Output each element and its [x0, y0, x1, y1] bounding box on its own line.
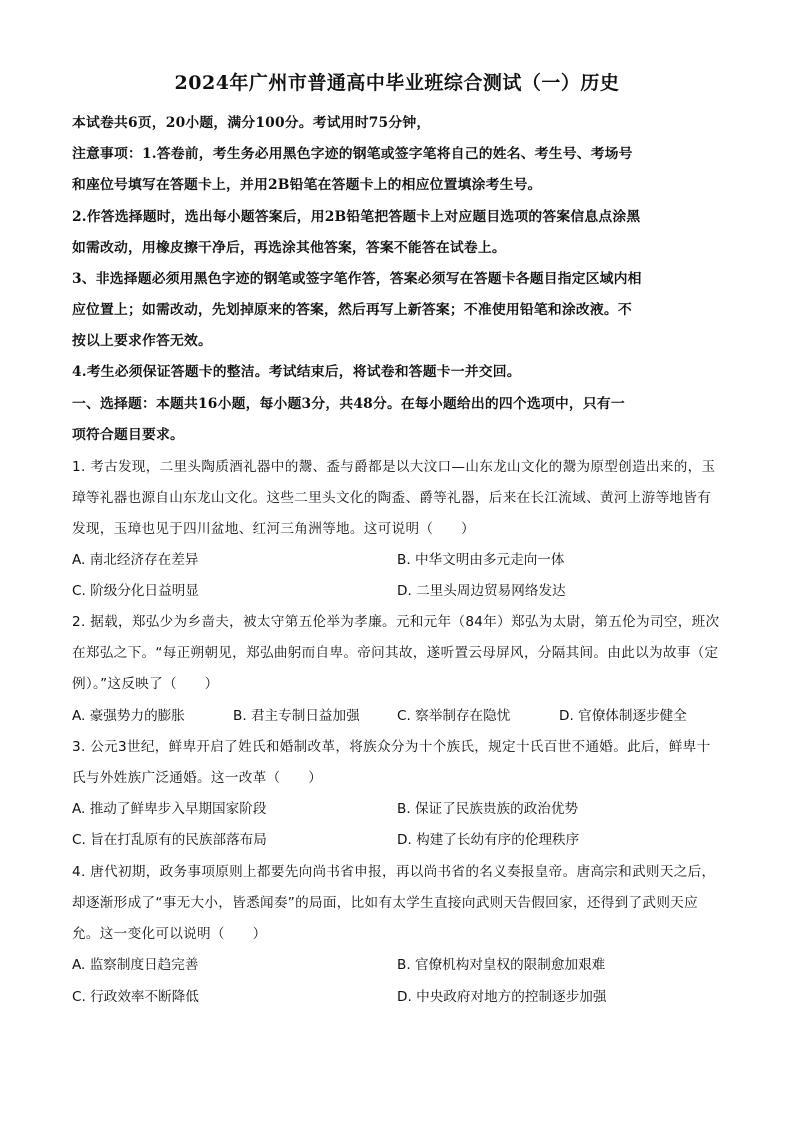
- question-4-text: 却逐渐形成了“事无大小，皆悉闻奏”的局面，比如有太学生直接向武则天告假回家，还得到了武则天应: [72, 895, 699, 911]
- option-c: C. 行政效率不断降低: [72, 989, 199, 1005]
- option-a: A. 南北经济存在差异: [72, 552, 199, 568]
- option-c: C. 旨在打乱原有的民族部落布局: [72, 832, 267, 848]
- question-3-text: 3. 公元3世纪，鲜卑开启了姓氏和婚制改革，将族众分为十个族氏，规定十氏百世不通婚。此后，鲜卑十: [72, 739, 711, 755]
- option-c: C. 察举制存在隐忧: [397, 708, 511, 724]
- option-d: D. 中央政府对地方的控制逐步加强: [397, 989, 607, 1005]
- question-4-text: 4. 唐代初期，政务事项原则上都要先向尚书省申报，再以尚书省的名义奏报皇帝。唐高宗和武则天之后，: [72, 864, 716, 880]
- notice-line: 4.考生必须保证答题卡的整洁。考试结束后，将试卷和答题卡一并交回。: [72, 364, 521, 380]
- exam-intro: 本试卷共6页，20小题，满分100分。考试用时75分钟，: [72, 115, 431, 131]
- question-4-text: 允。这一变化可以说明（ ）: [72, 926, 267, 942]
- question-3-text: 氏与外姓族广泛通婚。这一改革（ ）: [72, 770, 323, 786]
- option-c: C. 阶级分化日益明显: [72, 583, 199, 599]
- option-b: B. 保证了民族贵族的政治优势: [397, 801, 579, 817]
- option-d: D. 二里头周边贸易网络发达: [397, 583, 566, 599]
- option-d: D. 构建了长幼有序的伦理秩序: [397, 832, 580, 848]
- question-2-text: 例）。”这反映了（ ）: [72, 676, 219, 692]
- option-d: D. 官僚体制逐步健全: [559, 708, 687, 724]
- notice-line: 如需改动，用橡皮擦干净后，再选涂其他答案，答案不能答在试卷上。: [72, 240, 506, 256]
- option-b: B. 君主专制日益加强: [233, 708, 360, 724]
- question-1-text: 1. 考古发现，二里头陶质酒礼器中的鬶、盉与爵都是以大汶口—山东龙山文化的鬶为原型创造出来的，玉: [72, 459, 716, 475]
- notice-line: 按以上要求作答无效。: [72, 333, 212, 349]
- question-1-text: 璋等礼器也源自山东龙山文化。这些二里头文化的陶盉、爵等礼器，后来在长江流域、黄河上游等地皆有: [72, 490, 712, 506]
- option-b: B. 中华文明由多元走向一体: [397, 552, 565, 568]
- notice-line: 注意事项：1.答卷前，考生务必用黑色字迹的钢笔或签字笔将自己的姓名、考生号、考场号: [72, 146, 633, 162]
- option-a: A. 推动了鲜卑步入早期国家阶段: [72, 801, 267, 817]
- option-a: A. 豪强势力的膨胀: [72, 708, 185, 724]
- option-b: B. 官僚机构对皇权的限制愈加艰难: [397, 957, 606, 973]
- exam-title: 2024年广州市普通高中毕业班综合测试（一）历史: [174, 72, 620, 94]
- option-a: A. 监察制度日趋完善: [72, 957, 199, 973]
- notice-line: 应位置上；如需改动，先划掉原来的答案，然后再写上新答案；不准使用铅笔和涂改液。不: [72, 302, 632, 318]
- section-heading: 项符合题目要求。: [72, 427, 184, 443]
- notice-line: 3、非选择题必须用黑色字迹的钢笔或签字笔作答，答案必须写在答题卡各题目指定区域内相: [72, 271, 642, 287]
- section-heading: 一、选择题：本题共16小题，每小题3分，共48分。在每小题给出的四个选项中，只有一: [72, 396, 625, 412]
- notice-line: 和座位号填写在答题卡上，并用2B铅笔在答题卡上的相应位置填涂考生号。: [72, 177, 542, 193]
- question-2-text: 2. 据载，郑弘少为乡啬夫，被太守第五伦举为孝廉。元和元年（84年）郑弘为太尉，第五伦为司空，班次: [72, 614, 720, 630]
- notice-line: 2.作答选择题时，选出每小题答案后，用2B铅笔把答题卡上对应题目选项的答案信息点涂黑: [72, 209, 641, 225]
- question-2-text: 在郑弘之下。“每正朔朝见，郑弘曲躬而自卑。帝问其故，遂听置云母屏风，分隔其间。由此以为故事（定: [72, 645, 719, 661]
- question-1-text: 发现，玉璋也见于四川盆地、红河三角洲等地。这可说明（ ）: [72, 521, 475, 537]
